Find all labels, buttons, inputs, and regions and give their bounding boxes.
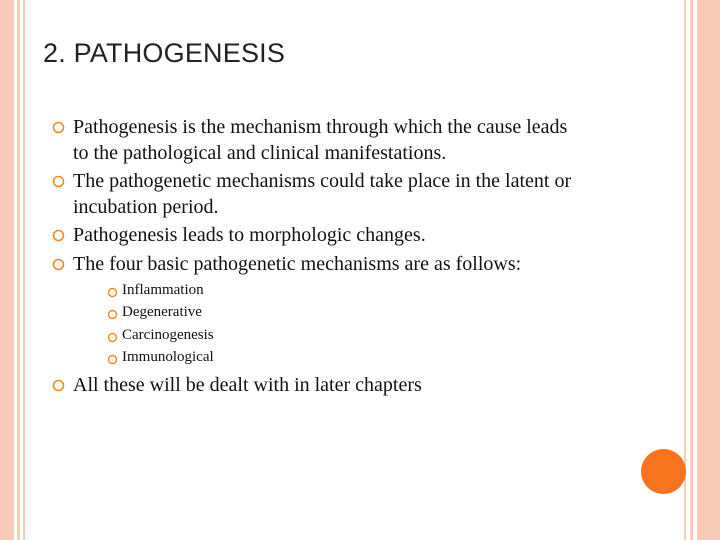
open-circle-bullet-icon [52, 379, 65, 397]
right-border-stripe [697, 0, 720, 540]
open-circle-bullet-icon [107, 352, 118, 370]
open-circle-bullet-icon [52, 229, 65, 247]
bullet-item [73, 168, 673, 220]
bullet-item [73, 114, 673, 166]
decorative-circle [641, 449, 686, 494]
open-circle-bullet-icon [107, 330, 118, 348]
left-border-stripe [23, 0, 25, 540]
open-circle-bullet-icon [52, 175, 65, 193]
bullet-text: The pathogenetic mechanisms could take place in the latent or [73, 170, 572, 192]
open-circle-bullet-icon [52, 121, 65, 139]
sub-bullet-item: Immunological [122, 349, 214, 365]
bullet-text: The four basic pathogenetic mechanisms are as follows: [73, 253, 522, 275]
right-border-stripe [684, 0, 686, 540]
sub-bullet-item: Degenerative [122, 304, 202, 320]
bullet-item [73, 222, 673, 248]
sub-bullet-item: Inflammation [122, 282, 204, 298]
bullet-text: Pathogenesis leads to morphologic changes. [73, 224, 426, 246]
open-circle-bullet-icon [107, 285, 118, 303]
open-circle-bullet-icon [52, 258, 65, 276]
left-border-stripe [17, 0, 20, 540]
open-circle-bullet-icon [107, 307, 118, 325]
right-border-stripe [690, 0, 693, 540]
bullet-item [73, 251, 673, 277]
slide-title: 2. PATHOGENESIS [43, 38, 286, 68]
bullet-text-continued: incubation period. [73, 196, 219, 218]
left-border-stripe [0, 0, 14, 540]
bullet-item: All these will be dealt with in later chapters [73, 374, 422, 396]
sub-bullet-item: Carcinogenesis [122, 327, 214, 343]
bullet-text-continued: to the pathological and clinical manifestations. [73, 142, 447, 164]
bullet-text: Pathogenesis is the mechanism through which the cause leads [73, 116, 568, 138]
